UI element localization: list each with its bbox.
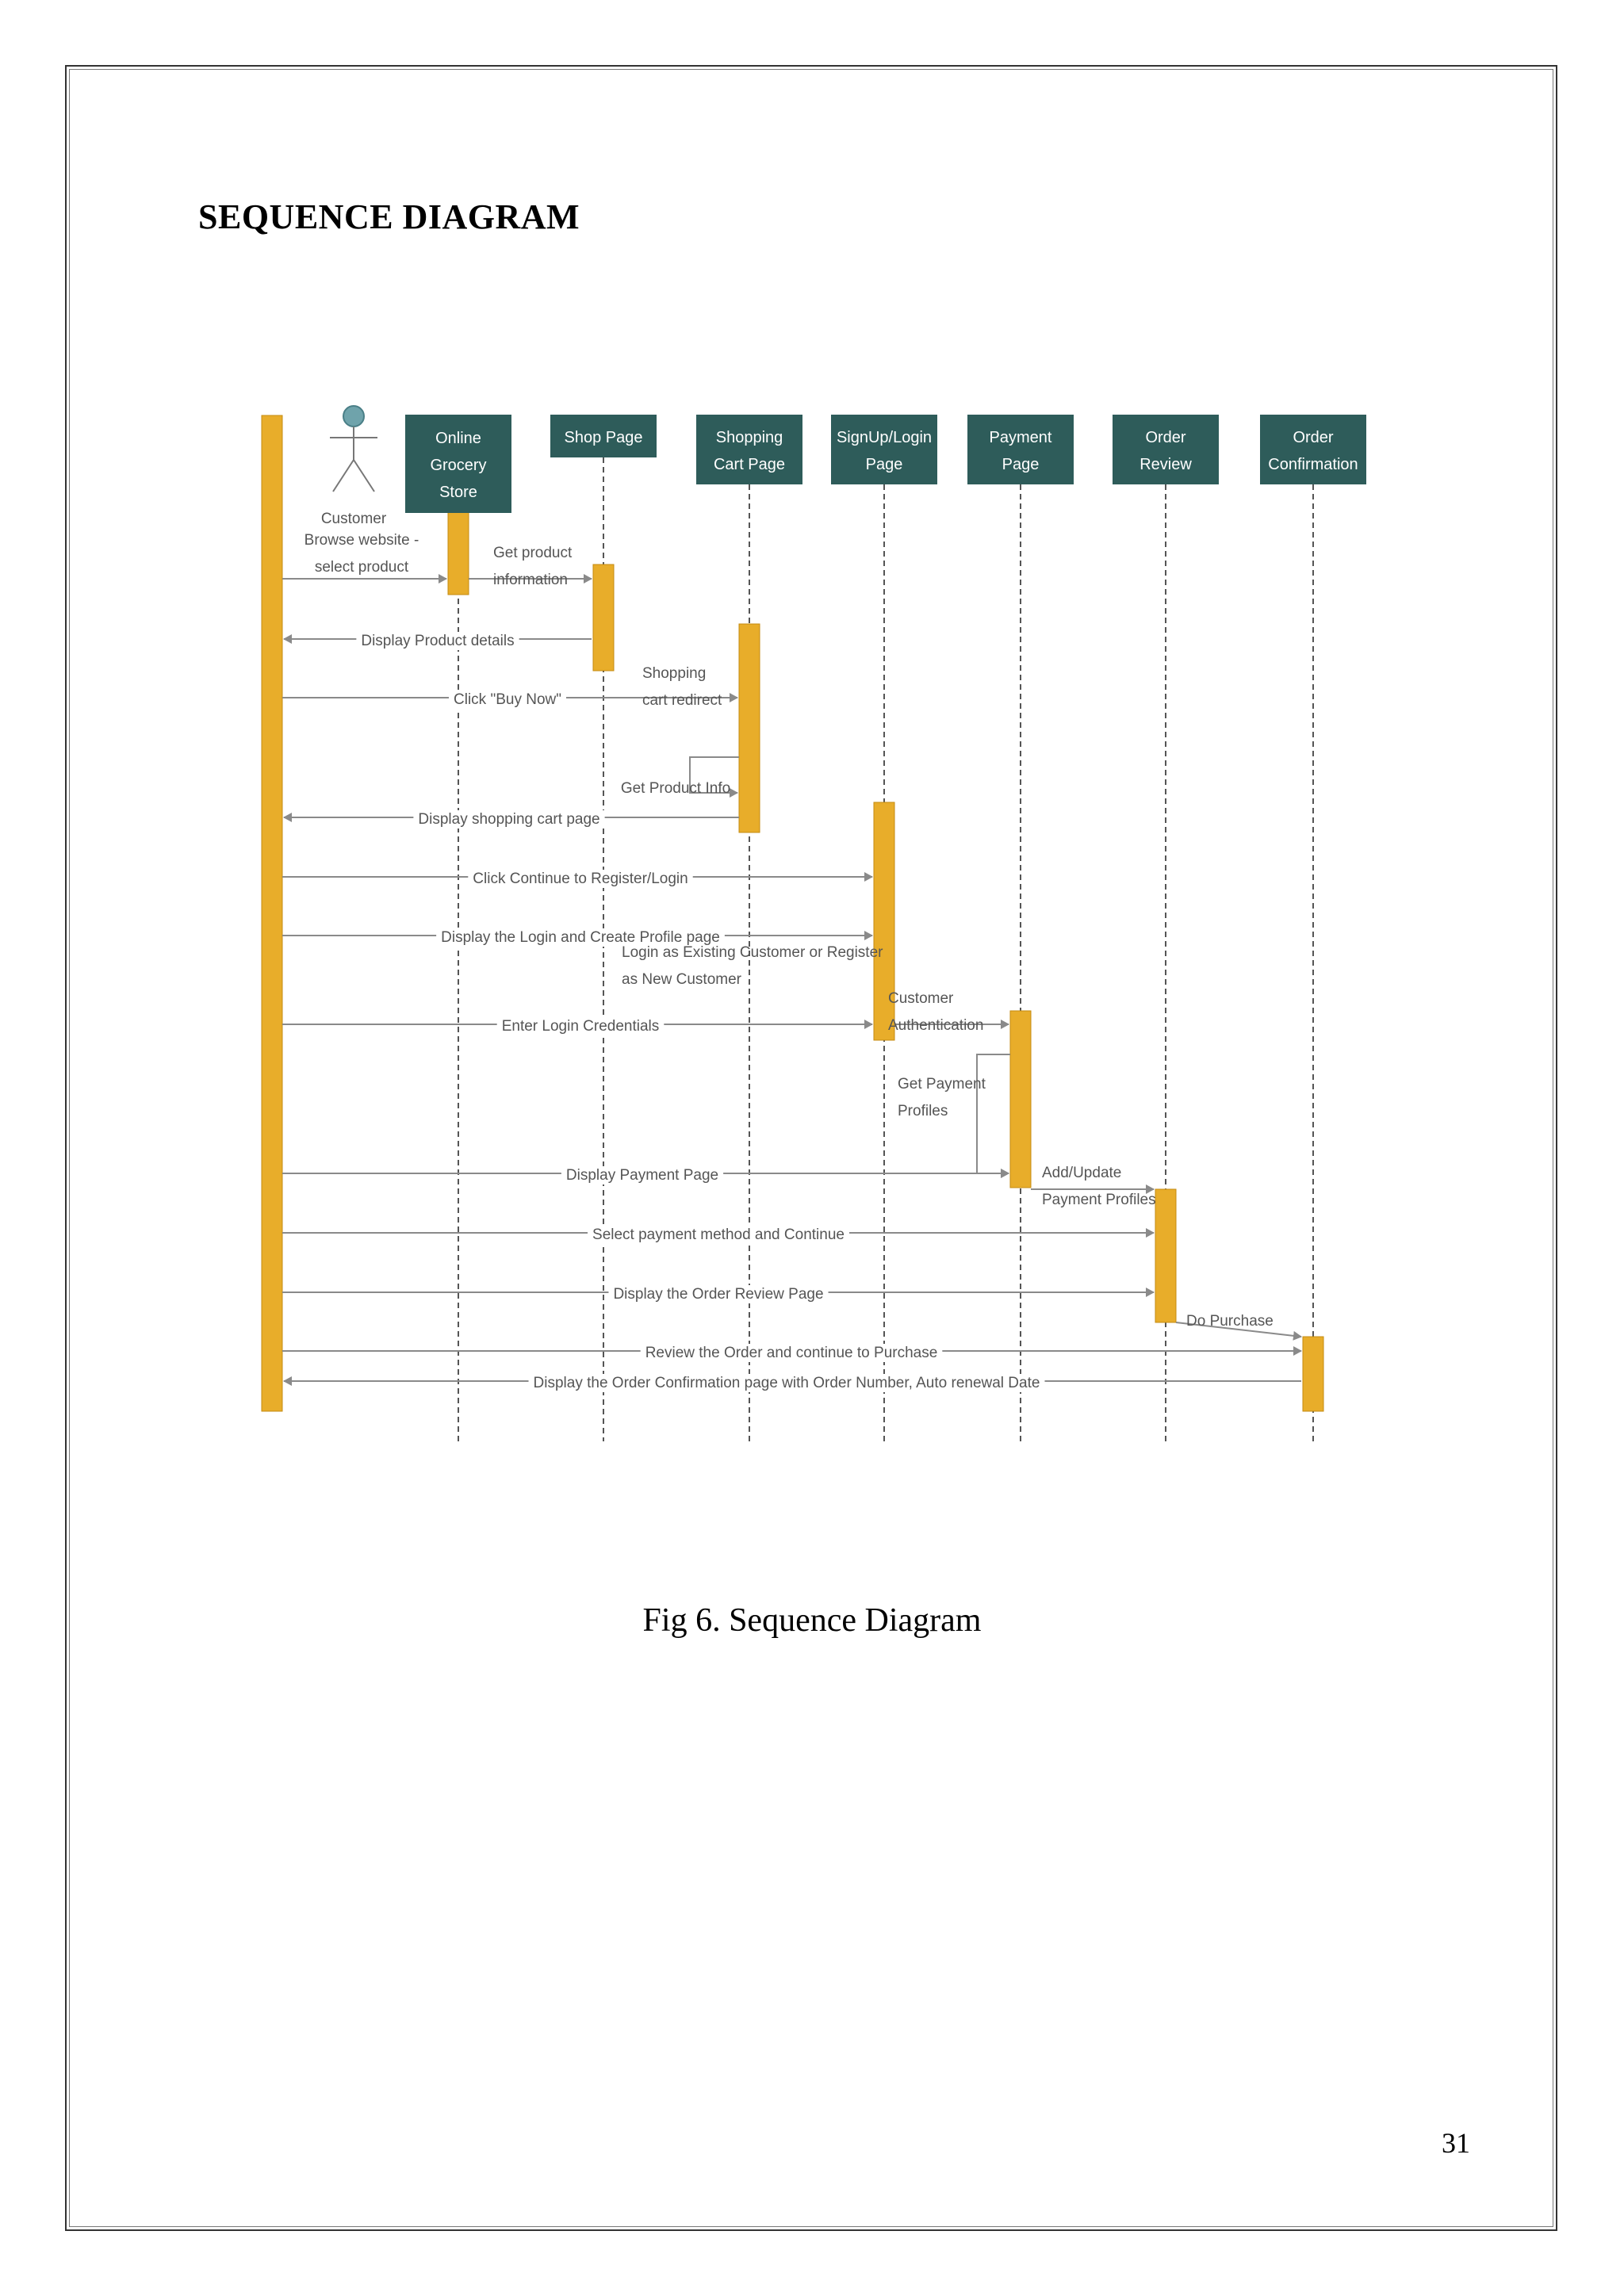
participant-shop-label: Shop Page [564,429,643,446]
message-18-label: Do Purchase [1186,1313,1274,1330]
message-3-label: Display Product details [361,633,515,649]
message-17-label: Display the Order Review Page [613,1286,824,1303]
participant-confirm-label: Order Confirmation [1268,429,1358,473]
participant-confirm-box [1260,415,1366,484]
message-20-label: Display the Order Confirmation page with Order Number, Auto renewal Date [533,1375,1040,1391]
participant-store-label: Online Grocery Store [430,430,487,501]
message-9-label: Display the Login and Create Profile page [441,929,720,946]
message-6-label: Get Product Info [620,780,731,797]
participant-review-label: Order Review [1139,429,1192,473]
activation-cart [739,624,760,832]
actor-leg-left [333,460,354,492]
participant-cart-label: Shopping Cart Page [713,429,786,473]
page-number: 31 [1442,2127,1470,2159]
message-10-label: Login as Existing Customer or Register as New Customer [622,944,883,988]
activation-confirm [1303,1337,1323,1411]
message-4-label: Click "Buy Now" [454,691,561,708]
participant-login-label: SignUp/Login Page [836,429,933,473]
activation-review [1155,1189,1176,1322]
activation-store [448,507,469,595]
message-14-label: Display Payment Page [565,1167,719,1184]
activation-shop [593,564,614,671]
participant-login-box [831,415,937,484]
participant-review-box [1113,415,1219,484]
message-12-label: Customer Authentication [888,990,984,1034]
activation-customer [262,415,282,1411]
message-16-label: Select payment method and Continue [592,1226,845,1243]
message-15-label: Add/Update Payment Profiles [1042,1165,1156,1208]
participant-payment-box [967,415,1074,484]
message-1-label: Browse website -select product [304,532,419,576]
figure-caption: Fig 6. Sequence Diagram [642,1602,982,1639]
actor-label: Customer [320,511,387,527]
message-13-arrow [977,1054,1010,1173]
participant-payment-label: Payment Page [989,429,1052,473]
activation-payment [1010,1011,1031,1188]
message-19-label: Review the Order and continue to Purchase [645,1345,938,1361]
actor-leg-right [354,460,374,492]
actor-head [343,406,364,427]
message-11-label: Enter Login Credentials [501,1018,660,1035]
message-7-label: Display shopping cart page [418,811,600,828]
message-8-label: Click Continue to Register/Login [473,871,688,887]
message-5-label: Shopping cart redirect [642,665,722,709]
participant-cart-box [696,415,802,484]
message-2-label: Get product information [493,545,573,588]
message-13-label: Get Payment Profiles [898,1076,986,1119]
section-heading: SEQUENCE DIAGRAM [198,197,580,236]
